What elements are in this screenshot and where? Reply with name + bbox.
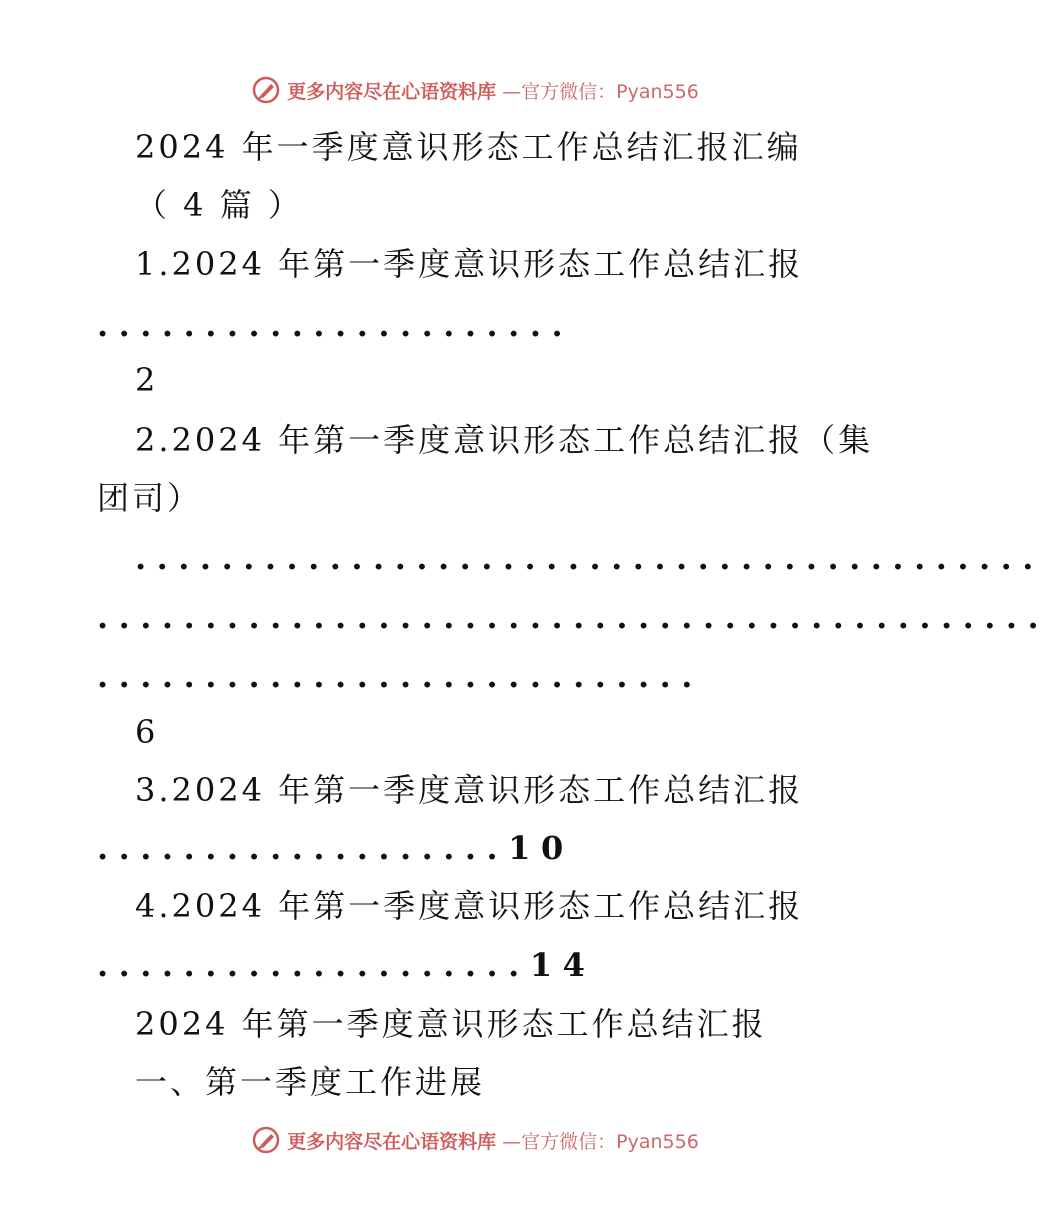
doc-title-line1: 2024 年一季度意识形态工作总结汇报汇编 bbox=[135, 128, 802, 166]
toc-entry-4-title: 4.2024 年第一季度意识形态工作总结汇报 bbox=[135, 887, 804, 925]
toc-entry-4-leader: ....................14 bbox=[97, 946, 596, 984]
pen-logo-icon bbox=[251, 1125, 281, 1155]
toc-entry-2-leader-3: ............................ bbox=[97, 657, 703, 695]
toc-entry-1-page: 2 bbox=[135, 361, 159, 399]
toc-entry-2-leader-2: ............................................ bbox=[97, 598, 1049, 636]
toc-entry-1-title: 1.2024 年第一季度意识形态工作总结汇报 bbox=[135, 245, 804, 283]
toc-entry-2-title-cont: 团司） bbox=[97, 479, 203, 517]
toc-entry-2-page: 6 bbox=[135, 713, 159, 751]
heading-1: 一、第一季度工作进展 bbox=[135, 1063, 486, 1101]
footer-banner bbox=[0, 1120, 950, 1160]
header-banner bbox=[0, 70, 950, 110]
doc-title-line2: （ 4 篇 ） bbox=[135, 186, 303, 224]
toc-entry-2-title: 2.2024 年第一季度意识形态工作总结汇报（集 bbox=[135, 421, 874, 459]
toc-entry-2-leader-1: .......................................... bbox=[135, 539, 1044, 577]
toc-entry-1-leader: ...................... bbox=[97, 306, 574, 344]
toc-entry-3-leader: ...................10 bbox=[97, 829, 574, 867]
pen-logo-icon bbox=[251, 75, 281, 105]
section-title: 2024 年第一季度意识形态工作总结汇报 bbox=[135, 1005, 767, 1043]
banner-brand-text: 更多内容尽在心语资料库 bbox=[287, 1130, 497, 1153]
toc-entry-3-title: 3.2024 年第一季度意识形态工作总结汇报 bbox=[135, 771, 804, 809]
banner-wechat-text: —官方微信：Pyan556 bbox=[502, 1130, 699, 1153]
banner-wechat-text: —官方微信：Pyan556 bbox=[502, 80, 699, 103]
banner-brand-text: 更多内容尽在心语资料库 bbox=[287, 80, 497, 103]
